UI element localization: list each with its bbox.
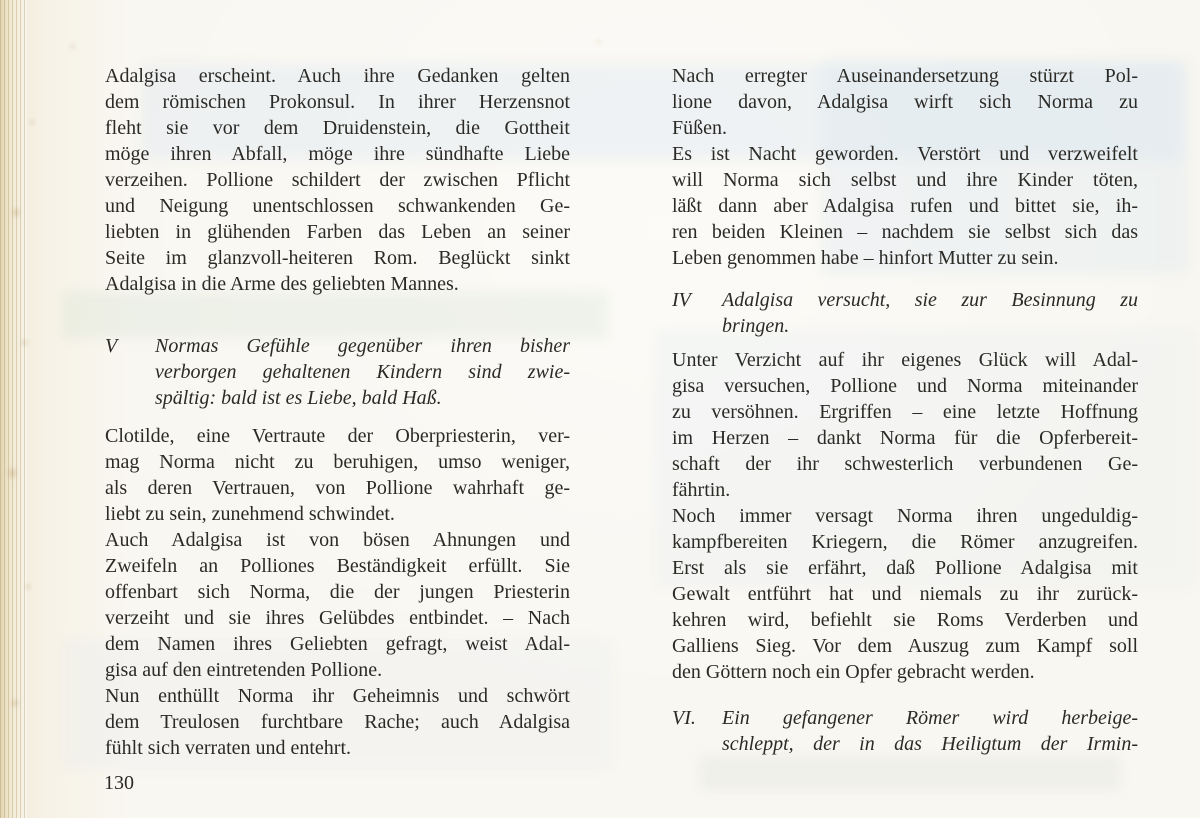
text-line: Adalgisa erscheint. Auch ihre Gedanken gelten xyxy=(105,65,570,87)
paragraph xyxy=(105,423,570,527)
text-line: dem Treulosen furchtbare Rache; auch Adalgisa xyxy=(105,711,570,733)
text-line xyxy=(672,287,1138,313)
foxing-spot xyxy=(30,120,34,124)
paragraph xyxy=(105,63,570,297)
text-line: Seite im glanzvoll-heiteren Rom. Beglückt sinkt xyxy=(105,247,570,269)
heading-text: Ein gefangener Römer wird herbeige- xyxy=(722,707,1138,729)
text-line: schleppt, der in das Heiligtum der Irmin- xyxy=(722,733,1138,755)
section-heading-v xyxy=(105,333,570,411)
section-numeral: IV xyxy=(672,289,691,311)
text-line: Noch immer versagt Norma ihren ungeduldig- xyxy=(672,505,1138,527)
text-line: fühlt sich verraten und entehrt. xyxy=(105,737,352,759)
text-line: zu versöhnen. Ergriffen – eine letzte Hoffnung xyxy=(672,401,1138,423)
text-line: im Herzen – dankt Norma für die Opferbereit- xyxy=(672,427,1138,449)
section-numeral: V xyxy=(105,335,118,357)
paragraph xyxy=(105,683,570,761)
paragraph xyxy=(672,141,1138,271)
section-heading-vi xyxy=(672,705,1138,757)
left-column xyxy=(105,63,570,761)
text-line: bringen. xyxy=(722,315,790,337)
heading-text: Adalgisa versucht, sie zur Besinnung zu xyxy=(722,289,1138,311)
text-line: Clotilde, eine Vertraute der Oberpriesterin, ver- xyxy=(105,425,570,447)
text-line xyxy=(105,333,570,359)
text-line: ren beiden Kleinen – nachdem sie selbst sich das xyxy=(672,221,1138,243)
text-line: verzeihen. Pollione schildert der zwischen Pflicht xyxy=(105,169,570,191)
book-spine-edge xyxy=(0,0,27,818)
section-heading-iv xyxy=(672,287,1138,339)
text-line: Galliens Sieg. Vor dem Auszug zum Kampf soll xyxy=(672,635,1138,657)
text-line: und Neigung unentschlossen schwankenden Ge- xyxy=(105,195,570,217)
text-line: den Göttern noch ein Opfer gebracht werden. xyxy=(672,661,1035,683)
text-line: verborgen gehaltenen Kindern sind zwie- xyxy=(155,361,570,383)
text-line: liebten in glühenden Farben das Leben an seiner xyxy=(105,221,570,243)
text-line: Erst als sie erfährt, daß Pollione Adalgisa mit xyxy=(672,557,1138,579)
paragraph xyxy=(672,503,1138,685)
text-line: kehren wird, befiehlt sie Roms Verderben und xyxy=(672,609,1138,631)
text-line: mag Norma nicht zu beruhigen, umso weniger, xyxy=(105,451,570,473)
text-line: lione davon, Adalgisa wirft sich Norma zu xyxy=(672,91,1138,113)
text-line: gisa versuchen, Pollione und Norma miteinander xyxy=(672,375,1138,397)
text-line xyxy=(672,705,1138,731)
text-line: Nun enthüllt Norma ihr Geheimnis und schwört xyxy=(105,685,570,707)
text-line: schaft der ihr schwesterlich verbundenen Ge- xyxy=(672,453,1138,475)
text-line: dem Namen ihres Geliebten gefragt, weist Adal- xyxy=(105,633,570,655)
text-line: kampfbereiten Kriegern, die Römer anzugreifen. xyxy=(672,531,1138,553)
paragraph xyxy=(105,527,570,683)
text-line: spältig: bald ist es Liebe, bald Haß. xyxy=(155,387,442,409)
text-line: will Norma sich selbst und ihre Kinder töten, xyxy=(672,169,1138,191)
text-line: Nach erregter Auseinandersetzung stürzt Pol- xyxy=(672,65,1138,87)
text-line: gisa auf den eintretenden Pollione. xyxy=(105,659,383,681)
heading-text: Normas Gefühle gegenüber ihren bisher xyxy=(155,335,570,357)
text-line: Leben genommen habe – hinfort Mutter zu sein. xyxy=(672,247,1059,269)
text-line: Zweifeln an Polliones Beständigkeit erfüllt. Sie xyxy=(105,555,570,577)
foxing-spot xyxy=(596,40,601,44)
foxing-spot xyxy=(70,44,75,49)
text-line: verzeiht und sie ihres Gelübdes entbindet. – Nach xyxy=(105,607,570,629)
text-line: läßt dann aber Adalgisa rufen und bittet sie, ih- xyxy=(672,195,1138,217)
text-line: möge ihren Abfall, möge ihre sündhafte Liebe xyxy=(105,143,570,165)
text-line: fährtin. xyxy=(672,479,731,501)
paragraph xyxy=(672,347,1138,503)
page-number: 130 xyxy=(104,772,134,794)
text-line: als deren Vertrauen, von Pollione wahrhaft ge- xyxy=(105,477,570,499)
paragraph xyxy=(672,63,1138,141)
text-line: liebt zu sein, zunehmend schwindet. xyxy=(105,503,395,525)
text-line: Es ist Nacht geworden. Verstört und verzweifelt xyxy=(672,143,1138,165)
section-numeral: VI. xyxy=(672,707,696,729)
text-line: Adalgisa in die Arme des geliebten Mannes. xyxy=(105,273,459,295)
text-line: Auch Adalgisa ist von bösen Ahnungen und xyxy=(105,529,570,551)
text-line: dem römischen Prokonsul. In ihrer Herzensnot xyxy=(105,91,570,113)
text-line: offenbart sich Norma, die der jungen Priesterin xyxy=(105,581,570,603)
text-line: Füßen. xyxy=(672,117,727,139)
text-line: fleht sie vor dem Druidenstein, die Gottheit xyxy=(105,117,570,139)
right-column xyxy=(672,63,1138,765)
text-line: Gewalt entführt hat und niemals zu ihr zurück- xyxy=(672,583,1138,605)
text-line: Unter Verzicht auf ihr eigenes Glück will Adal- xyxy=(672,349,1138,371)
